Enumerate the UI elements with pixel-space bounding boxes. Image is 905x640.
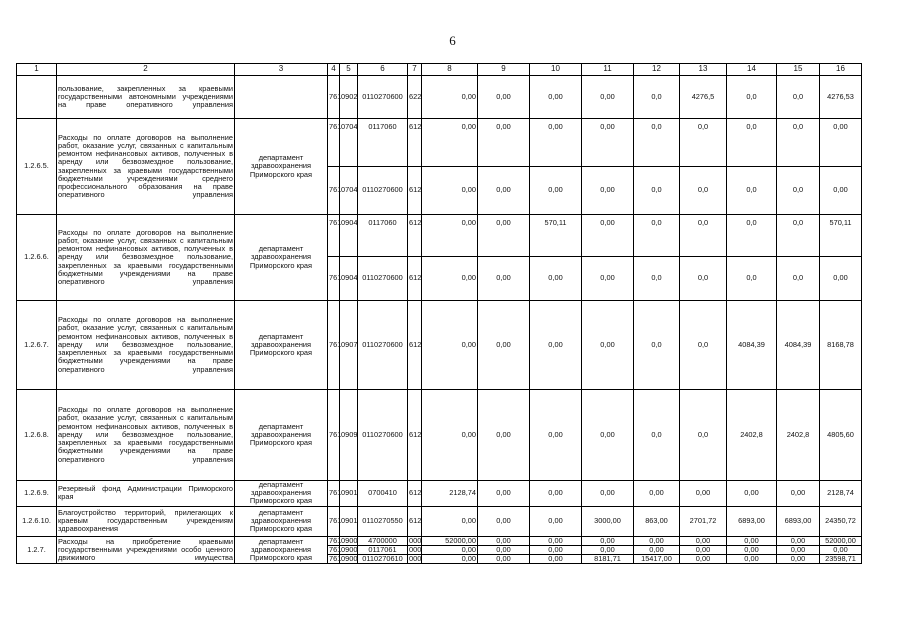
amount-cell: 0,00 (530, 506, 582, 536)
amount-cell: 0,00 (582, 119, 634, 167)
amount-cell: 0,00 (634, 536, 680, 545)
amount-cell: 0,0 (680, 390, 727, 481)
amount-cell: 0,0 (727, 215, 777, 257)
row-description: Резервный фонд Администрации Приморского края (57, 481, 235, 507)
amount-cell: 0,00 (422, 215, 478, 257)
section-code: 0901 (340, 481, 358, 507)
row-label: 1.2.6.6. (17, 215, 57, 301)
amount-cell: 2402,8 (727, 390, 777, 481)
amount-cell: 8168,78 (820, 301, 862, 390)
column-header-12: 12 (634, 64, 680, 76)
amount-cell: 0,00 (777, 545, 820, 554)
column-header-9: 9 (478, 64, 530, 76)
amount-cell: 0,00 (422, 555, 478, 564)
table-row (17, 506, 862, 536)
expense-type-code: 000 (409, 554, 422, 564)
amount-cell: 0,00 (478, 257, 530, 301)
expense-type-code: 612 (408, 301, 422, 390)
table-row (17, 390, 862, 481)
target-code: 0110270550 (358, 506, 408, 536)
amount-cell: 0,00 (582, 545, 634, 554)
ministry-code: 761 (328, 119, 340, 167)
row-label: 1.2.6.9. (17, 481, 57, 507)
header-row (17, 64, 862, 76)
amount-cell: 4084,39 (777, 301, 820, 390)
expense-type-code: 612 (408, 257, 422, 301)
row-label: 1.2.6.10. (17, 506, 57, 536)
amount-cell: 0,00 (478, 119, 530, 167)
row-label: 1.2.7. (17, 536, 57, 564)
target-code: 0110270600 (358, 76, 408, 119)
amount-cell: 4805,60 (820, 390, 862, 481)
column-header-4: 4 (328, 64, 340, 76)
amount-cell: 0,00 (680, 545, 727, 554)
amount-cell: 0,00 (727, 536, 777, 545)
amount-cell: 0,00 (422, 119, 478, 167)
amount-cell: 4276,5 (680, 76, 727, 119)
target-code: 0110270600 (358, 257, 408, 301)
amount-cell: 0,00 (582, 301, 634, 390)
ministry-code: 761 (328, 390, 340, 481)
amount-cell: 0,0 (777, 119, 820, 167)
amount-cell: 52000,00 (422, 536, 478, 545)
amount-cell: 0,00 (422, 301, 478, 390)
column-header-16: 16 (820, 64, 862, 76)
amount-cell: 2402,8 (777, 390, 820, 481)
amount-cell: 0,00 (478, 555, 530, 564)
amount-cell: 0,00 (530, 119, 582, 167)
ministry-code: 761 (328, 301, 340, 390)
amount-cell: 0,0 (634, 301, 680, 390)
amount-cell: 0,00 (582, 390, 634, 481)
column-header-1: 1 (17, 64, 57, 76)
section-code: 0900 (341, 544, 358, 554)
expense-type-code: 000 (409, 535, 422, 545)
table-row (17, 215, 862, 257)
amount-cell: 23598,71 (820, 555, 862, 564)
row-label: 1.2.6.5. (17, 119, 57, 215)
row-organization: департамент здравоохранения Приморского края (235, 536, 328, 564)
expense-type-code: 612 (408, 119, 422, 167)
table-row (17, 119, 862, 167)
row-organization: департамент здравоохранения Приморского края (235, 481, 328, 507)
column-header-15: 15 (777, 64, 820, 76)
section-code: 0704 (340, 119, 358, 167)
section-code: 0902 (340, 76, 358, 119)
amount-cell: 0,00 (422, 390, 478, 481)
section-code: 0909 (340, 390, 358, 481)
page-number: 6 (449, 33, 456, 48)
amount-cell: 0,00 (680, 481, 727, 507)
amount-cell: 0,00 (582, 167, 634, 215)
amount-cell: 0,00 (680, 536, 727, 545)
amount-cell: 0,00 (820, 167, 862, 215)
section-code: 0901 (340, 506, 358, 536)
amount-cell: 2128,74 (820, 481, 862, 507)
column-header-11: 11 (582, 64, 634, 76)
ministry-code: 761 (329, 554, 342, 564)
amount-cell: 570,11 (820, 215, 862, 257)
section-code: 0904 (340, 257, 358, 301)
amount-cell: 0,0 (777, 76, 820, 119)
row-organization: департамент здравоохранения Приморского края (235, 390, 328, 481)
amount-cell: 0,0 (634, 215, 680, 257)
table-body (17, 76, 862, 564)
row-description: Расходы на приобретение краевыми государственными учреждениями особо ценного движимого имущества (58, 536, 233, 563)
ministry-code: 761 (328, 215, 340, 257)
amount-cell: 0,00 (422, 545, 478, 554)
row-description: Благоустройство территорий, прилегающих к краевым государственным учреждениям здравоохранения (57, 506, 235, 536)
amount-cell: 0,00 (820, 119, 862, 167)
amount-cell: 0,0 (777, 215, 820, 257)
row-description: пользование, закрепленных за краевыми государственными автономными учреждениями на праве оперативного управления (57, 76, 235, 119)
amount-cell: 0,00 (422, 76, 478, 119)
target-code: 0700410 (358, 481, 408, 507)
amount-cell: 0,0 (680, 167, 727, 215)
amount-cell: 0,0 (634, 76, 680, 119)
amount-cell: 0,0 (634, 119, 680, 167)
table-row (17, 536, 862, 545)
row-description: Расходы по оплате договоров на выполнение работ, оказание услуг, связанных с капитальным ремонтом нефинансовых активов, полученных в аренду или безвозмездное пользование, закрепленных за краевыми государственными бюджетными учреждениями на праве оперативного управления (57, 301, 235, 390)
amount-cell: 0,00 (530, 257, 582, 301)
amount-cell: 0,00 (530, 301, 582, 390)
amount-cell: 0,0 (777, 167, 820, 215)
amount-cell: 0,00 (777, 555, 820, 564)
row-label: 1.2.6.7. (17, 301, 57, 390)
amount-cell: 0,00 (478, 301, 530, 390)
amount-cell: 0,0 (634, 257, 680, 301)
amount-cell: 0,00 (634, 545, 680, 554)
amount-cell: 0,00 (530, 545, 582, 554)
amount-cell: 0,00 (680, 555, 727, 564)
amount-cell: 0,00 (530, 555, 582, 564)
amount-cell: 0,00 (478, 167, 530, 215)
row-description: Расходы по оплате договоров на выполнение работ, оказание услуг, связанных с капитальным ремонтом нефинансовых активов, полученных в аренду или безвозмездное пользование, закрепленных за краевыми государственными бюджетными учреждениями среднего профессионального образования на праве оперативного управления (57, 119, 235, 215)
amount-cell: 0,0 (727, 76, 777, 119)
target-code: 0117060 (358, 119, 408, 167)
amount-cell: 0,00 (777, 536, 820, 545)
amount-cell: 0,00 (530, 167, 582, 215)
amount-cell: 15417,00 (634, 555, 680, 564)
amount-cell: 0,00 (478, 215, 530, 257)
amount-cell: 0,0 (634, 167, 680, 215)
amount-cell: 0,00 (478, 545, 530, 554)
row-description: Расходы по оплате договоров на выполнение работ, оказание услуг, связанных с капитальным ремонтом нефинансовых активов, полученных в аренду или безвозмездное пользование, закрепленных за краевыми государственными бюджетными учреждениями на праве оперативного управления (57, 215, 235, 301)
amount-cell: 0,00 (727, 481, 777, 507)
column-header-13: 13 (680, 64, 727, 76)
section-code: 0907 (340, 301, 358, 390)
amount-cell: 24350,72 (820, 506, 862, 536)
amount-cell: 0,00 (530, 390, 582, 481)
amount-cell: 0,0 (777, 257, 820, 301)
row-organization: департамент здравоохранения Приморского края (235, 301, 328, 390)
target-code: 0110270600 (358, 390, 408, 481)
amount-cell: 0,00 (422, 167, 478, 215)
ministry-code: 761 (328, 257, 340, 301)
row-label: 1.2.6.8. (17, 390, 57, 481)
amount-cell: 0,00 (582, 215, 634, 257)
row-organization: департамент здравоохранения Приморского края (235, 119, 328, 215)
target-code: 0117061 (358, 545, 408, 554)
column-header-6: 6 (358, 64, 408, 76)
amount-cell: 2701,72 (680, 506, 727, 536)
column-header-8: 8 (422, 64, 478, 76)
amount-cell: 570,11 (530, 215, 582, 257)
amount-cell: 0,0 (680, 119, 727, 167)
budget-table (16, 63, 862, 564)
target-code: 0110270600 (358, 301, 408, 390)
section-code: 0900 (341, 535, 358, 545)
target-code: 0117060 (358, 215, 408, 257)
amount-cell: 4276,53 (820, 76, 862, 119)
amount-cell: 0,00 (582, 76, 634, 119)
amount-cell: 0,00 (422, 257, 478, 301)
amount-cell: 4084,39 (727, 301, 777, 390)
amount-cell: 6893,00 (727, 506, 777, 536)
amount-cell: 0,00 (582, 257, 634, 301)
amount-cell: 0,00 (820, 545, 862, 554)
amount-cell: 0,00 (634, 481, 680, 507)
amount-cell: 0,00 (478, 390, 530, 481)
table-row (17, 76, 862, 119)
amount-cell: 0,00 (478, 76, 530, 119)
row-organization: департамент здравоохранения Приморского края (235, 215, 328, 301)
column-header-14: 14 (727, 64, 777, 76)
amount-cell: 0,0 (680, 301, 727, 390)
amount-cell: 0,00 (422, 506, 478, 536)
amount-cell: 0,00 (820, 257, 862, 301)
amount-cell: 0,00 (530, 481, 582, 507)
amount-cell: 0,00 (478, 506, 530, 536)
column-header-3: 3 (235, 64, 328, 76)
amount-cell: 0,00 (582, 481, 634, 507)
ministry-code: 761 (328, 76, 340, 119)
amount-cell: 6893,00 (777, 506, 820, 536)
amount-cell: 0,00 (727, 555, 777, 564)
amount-cell: 0,0 (727, 167, 777, 215)
target-code: 4700000 (358, 536, 408, 545)
amount-cell: 0,0 (634, 390, 680, 481)
column-header-7: 7 (408, 64, 422, 76)
ministry-code: 761 (328, 167, 340, 215)
amount-cell: 0,00 (777, 481, 820, 507)
section-code: 0900 (341, 554, 358, 564)
ministry-code: 761 (329, 535, 342, 545)
amount-cell: 8181,71 (582, 555, 634, 564)
row-organization (235, 76, 328, 119)
ministry-code: 761 (329, 544, 342, 554)
amount-cell: 0,00 (582, 536, 634, 545)
amount-cell: 0,0 (680, 215, 727, 257)
amount-cell: 0,00 (530, 536, 582, 545)
column-header-5: 5 (340, 64, 358, 76)
target-code: 0110270610 (358, 555, 408, 564)
section-code: 0904 (340, 215, 358, 257)
column-header-2: 2 (57, 64, 235, 76)
table-row (17, 481, 862, 507)
expense-type-code: 612 (408, 390, 422, 481)
ministry-code: 761 (328, 506, 340, 536)
amount-cell: 52000,00 (820, 536, 862, 545)
expense-type-code: 612 (408, 481, 422, 507)
amount-cell: 0,0 (727, 119, 777, 167)
row-organization: департамент здравоохранения Приморского края (235, 506, 328, 536)
amount-cell: 3000,00 (582, 506, 634, 536)
amount-cell: 0,00 (727, 545, 777, 554)
amount-cell: 0,0 (727, 257, 777, 301)
ministry-code: 761 (328, 481, 340, 507)
section-code: 0704 (340, 167, 358, 215)
target-code: 0110270600 (358, 167, 408, 215)
row-description: Расходы по оплате договоров на выполнение работ, оказание услуг, связанных с капитальным ремонтом нефинансовых активов, полученных в аренду или безвозмездное пользование, закрепленных за краевыми государственными бюджетными учреждениями на праве оперативного управления (57, 390, 235, 481)
amount-cell: 863,00 (634, 506, 680, 536)
amount-cell: 2128,74 (422, 481, 478, 507)
amount-cell: 0,0 (680, 257, 727, 301)
amount-cell: 0,00 (530, 76, 582, 119)
expense-type-code: 000 (409, 544, 422, 554)
amount-cell: 0,00 (478, 536, 530, 545)
expense-type-code: 622 (408, 76, 422, 119)
expense-type-code: 612 (408, 215, 422, 257)
column-header-10: 10 (530, 64, 582, 76)
expense-type-code: 612 (408, 167, 422, 215)
amount-cell: 0,00 (478, 481, 530, 507)
row-label (17, 76, 57, 119)
expense-type-code: 612 (408, 506, 422, 536)
table-row (17, 301, 862, 390)
